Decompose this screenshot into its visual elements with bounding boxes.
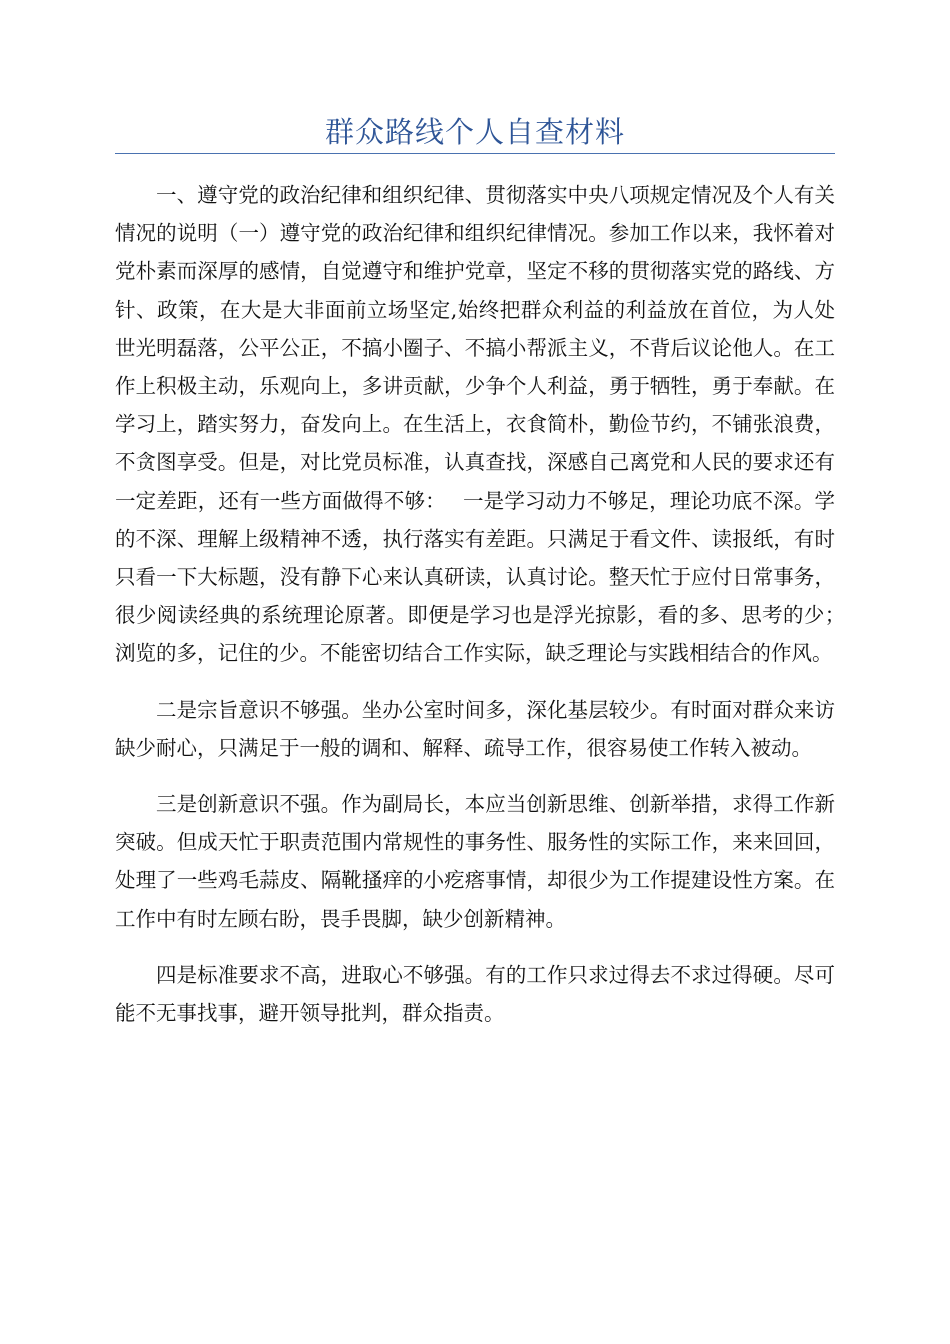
- paragraph-4: 四是标准要求不高，进取心不够强。有的工作只求过得去不求过得硬。尽可能不无事找事，避开领导批判，群众指责。: [115, 962, 835, 1026]
- document-body: [115, 176, 863, 1050]
- paragraph-1: 一、遵守党的政治纪律和组织纪律、贯彻落实中央八项规定情况及个人有关情况的说明（一）遵守党的政治纪律和组织纪律情况。参加工作以来，我怀着对党朴素而深厚的感情，自觉遵守和维护党章，坚定不移的贯彻落实党的路线、方针、政策，在大是大非面前立场坚定,始终把群众利益的利益放在首位，为人处世光明磊落，公平公正，不搞小圈子、不搞小帮派主义，不背后议论他人。在工作上积极主动，乐观向上，多讲贡献，少争个人利益，勇于牺牲，勇于奉献。在学习上，踏实努力，奋发向上。在生活上，衣食简朴，勤俭节约，不铺张浪费，不贪图享受。但是，对比党员标准，认真查找，深感自己离党和人民的要求还有一定差距，还有一些方面做得不够： 一是学习动力不够足，理论功底不深。学的不深、理解上级精神不透，执行落实有差距。只满足于看文件、读报纸，有时只看一下大标题，没有静下心来认真研读，认真讨论。整天忙于应付日常事务，很少阅读经典的系统理论原著。即便是学习也是浮光掠影，看的多、思考的少； 浏览的多，记住的少。不能密切结合工作实际，缺乏理论与实践相结合的作风。: [115, 183, 863, 666]
- document-title: 群众路线个人自查材料: [324, 115, 625, 149]
- paragraph-3: 三是创新意识不强。作为副局长，本应当创新思维、创新举措，求得工作新突破。但成天忙于职责范围内常规性的事务性、服务性的实际工作，来来回回，处理了一些鸡毛蒜皮、隔靴搔痒的小疙瘩事情，却很少为工作提建设性方案。在工作中有时左顾右盼，畏手畏脚，缺少创新精神。: [115, 792, 835, 931]
- paragraph-2: 二是宗旨意识不够强。坐办公室时间多，深化基层较少。有时面对群众来访缺少耐心，只满足于一般的调和、解释、疏导工作，很容易使工作转入被动。: [115, 697, 835, 760]
- title-underline: [115, 153, 835, 154]
